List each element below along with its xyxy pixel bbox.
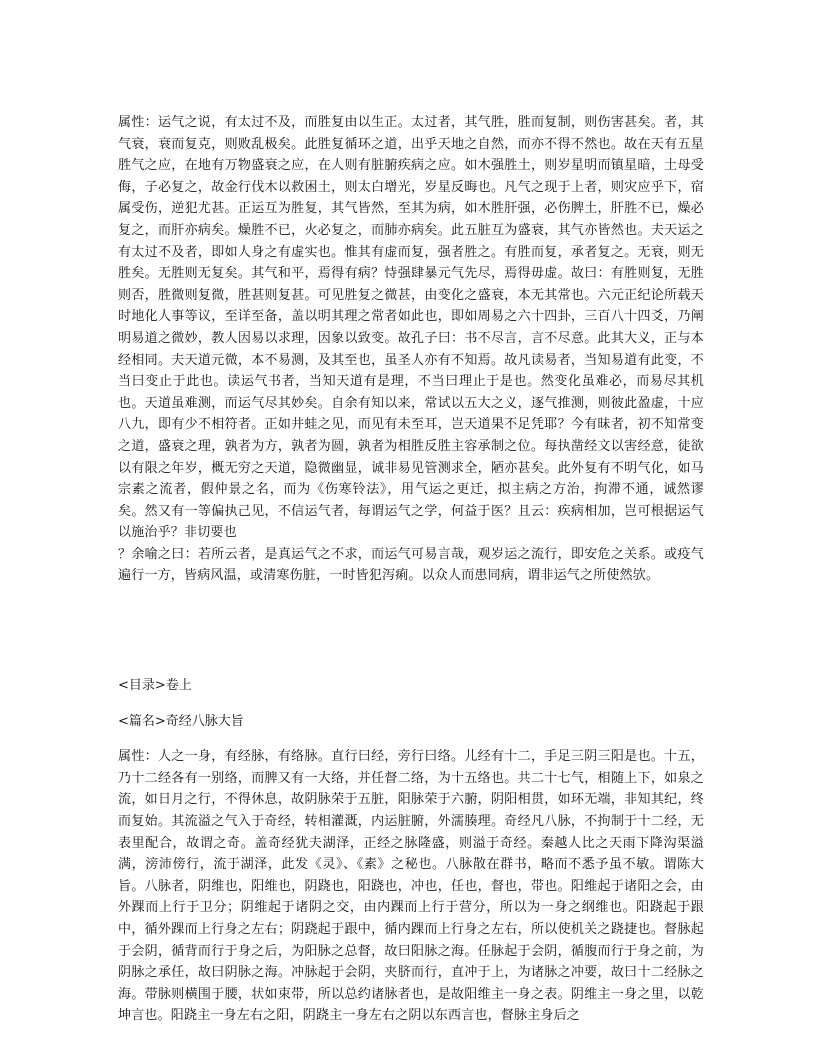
document-page	[118, 112, 704, 1027]
heading-spacer	[118, 732, 704, 746]
catalog-heading: <目录>卷上	[118, 678, 192, 694]
body-paragraph-continued: ？余喻之曰：若所云者，是真运气之不求，而运气可易言哉，观岁运之流行，即安危之关系。或疫气遍行一方，皆病风温，或清寒伤脏，一时皆犯泻痢。以众人而患同病，谓非运气之所使然欤。	[118, 546, 704, 584]
section-title: <篇名>奇经八脉大旨	[118, 713, 244, 729]
heading-spacer	[118, 697, 704, 711]
body-paragraph: 属性：人之一身，有经脉，有络脉。直行曰经，旁行曰络。儿经有十二，手足三阴三阳是也。十五，乃十二经各有一别络，而脾又有一大络，并任督二络，为十五络也。共二十七气，相随上下，如泉之流，如日月之行，不得休息，故阴脉荣于五脏，阳脉荣于六腑，阴阳相贯，如环无端，非知其纪，终而复始。其流溢之气入于奇经，转相灌溉，内运脏腑，外濡腠理。奇经凡八脉，不拘制于十二经，无表里配合，故谓之奇。盖奇经犹夫湖泽，正经之脉隆盛，则溢于奇经。秦越人比之天雨下降沟渠溢满，滂沛傍行，流于湖泽，此发《灵》、《素》之秘也。八脉散在群书，略而不悉予虽不敏。谓陈大旨。八脉者，阴维也，阳维也，阴跷也，阳跷也，冲也，任也，督也，带也。阳维起于诸阳之会，由外踝而上行于卫分；阴维起于诸阴之交，由内踝而上行于营分，所以为一身之纲维也。阳跷起于跟中，循外踝而上行身之左右；阴跷起于跟中，循内踝而上行身之左右，所以使机关之跷捷也。督脉起于会阴，循背而行于身之后，为阳脉之总督，故曰阳脉之海。任脉起于会阴，循腹而行于身之前，为阴脉之承任，故曰阴脉之海。冲脉起于会阴，夹脐而行，直冲于上，为诸脉之冲要，故曰十二经脉之海。带脉则横围于腰，状如束带，所以总约诸脉者也，是故阳维主一身之表。阴维主一身之里，以乾坤言也。阳跷主一身左右之阳，阴跷主一身左右之阴以东西言也，督脉主身后之	[118, 749, 704, 1024]
body-paragraph: 属性：运气之说，有太过不及，而胜复由以生正。太过者，其气胜，胜而复制，则伤害甚矣。者，其气衰，衰而复克，则败乱极矣。此胜复循环之道，出乎天地之自然，而亦不得不然也。故在天有五星胜气之应，在地有万物盛衰之应，在人则有脏腑疾病之应。如木强胜土，则岁星明而镇星暗，土母受侮，子必复之，故金行伐木以救困土，则太白增光，岁星反晦也。凡气之现于上者，则灾应乎下，宿属受伤，逆犯尤甚。正运互为胜复，其气皆然，至其为病，如木胜肝强，必伤脾土，肝胜不已，燥必复之，而肝亦病矣。燥胜不已，火必复之，而肺亦病矣。此五脏互为盛衰，其气亦皆然也。夫天运之有太过不及者，即如人身之有虚实也。惟其有虚而复，强者胜之。有胜而复，承者复之。无衰，则无胜矣。无胜则无复矣。其气和平，焉得有病？恃强肆暴元气先尽，焉得毋虚。故曰：有胜则复，无胜则否，胜微则复微，胜甚则复甚。可见胜复之微甚，由变化之盛衰，本无其常也。六元正纪论所载天时地化人事等议，至详至备，盖以明其理之常者如此也，即如周易之六十四卦，三百八十四爻，乃阐明易道之微妙，教人因易以求理，因象以致变。故孔子曰：书不尽言，言不尽意。此其大义，正与本经相同。夫天道元微，本不易测，及其至也，虽圣人亦有不知焉。故凡读易者，当知易道有此变，不当曰变止于此也。读运气书者，当知天道有是理，不当曰理止于是也。然变化虽难必，而易尽其机也。天道虽难测，而运气尽其妙矣。自余有知以来，常试以五大之义，逐气推测，则彼此盈虚，十应八九，即有少不相符者。正如井蛙之见，而见有未至耳，岂天道果不足凭耶？今有昧者，初不知常变之道，盛衰之理，孰者为方，孰者为圆，孰者为相胜反胜主容承制之位。每执凿经文以害经意，徒欲以有限之年岁，概无穷之天道，隐微幽显，诚非易见管测求全，陋亦甚矣。此外复有不明气化，如马宗素之流者，假仲景之名，而为《伤寒铃法》，用气运之更迁，拟主病之方治，拘滞不通，诚然谬矣。然又有一等偏执己见，不信运气者，每谓运气之学，何益于医？且云：疾病相加，岂可根据运气以施治乎？非切要也	[118, 115, 704, 541]
section-spacer	[118, 587, 704, 675]
